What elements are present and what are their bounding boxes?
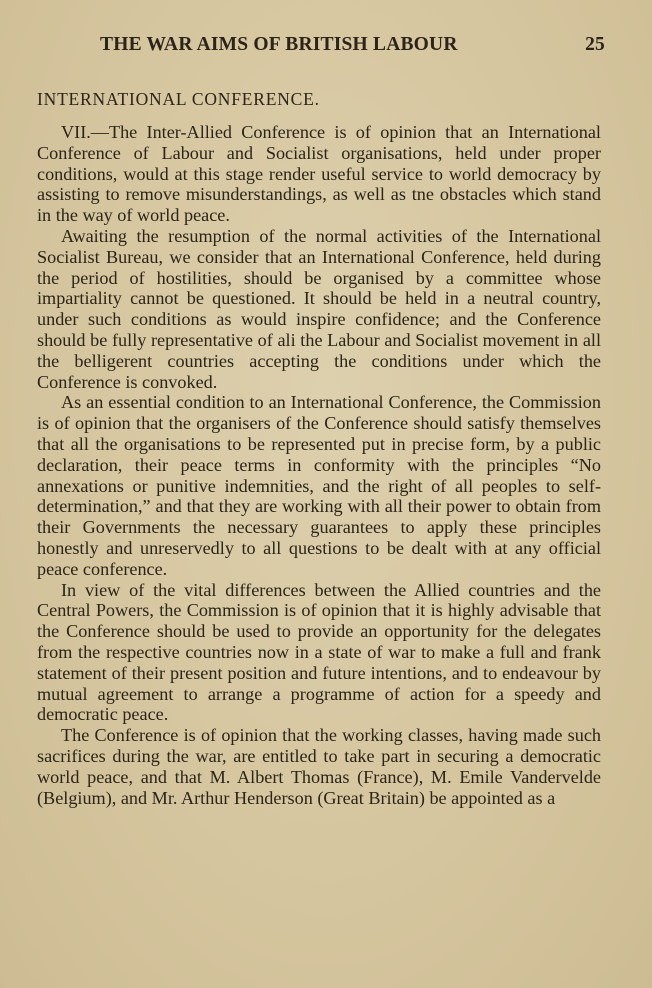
paragraph-awaiting-resumption: Awaiting the resumption of the normal activities of the International Socialist Bureau, we consider that an International Conference, held during the period of hostilities, should be organised by a committee whose impartiality cannot be questioned. It should be held in a neutral country, under such conditions as would inspire confidence; and the Conference should be fully representative of ali the Labour and Socialist movement in all the belligerent countries accepting the conditions under which the Conference is convoked. [37, 225, 601, 392]
body-text [37, 122, 601, 808]
section-heading: INTERNATIONAL CONFERENCE. [37, 89, 320, 109]
paragraph-vital-differences: In view of the vital differences between the Allied countries and the Central Powers, the Commission is of opinion that it is highly advisable that the Conference should be used to provide an opportunity for the delegates from the respective countries now in a state of war to make a full and frank statement of their present position and future intentions, and to endeavour by mutual agreement to arrange a programme of action for a speedy and democratic peace. [37, 579, 601, 725]
running-title: THE WAR AIMS OF BRITISH LABOUR [100, 34, 458, 55]
page-number: 25 [585, 34, 605, 55]
paragraph-working-classes: The Conference is of opinion that the working classes, having made such sacrifices during the war, are entitled to take part in securing a democratic world peace, and that M. Albert Thomas (France), M. Emile Vandervelde (Belgium), and Mr. Arthur Henderson (Great Britain) be appointed as a [37, 725, 601, 808]
running-head [100, 34, 605, 60]
paragraph-essential-condition: As an essential condition to an International Conference, the Commission is of opinion that the organisers of the Conference should satisfy themselves that all the organisations to be represented put in precise form, by a public declaration, their peace terms in conformity with the principles “No annexations or punitive indemnities, and the right of all peoples to self-determination,” and that they are working with all their power to obtain from their Governments the necessary guarantees to apply these principles honestly and unreservedly to all questions to be dealt with at any official peace conference. [37, 392, 601, 579]
paragraph-vii: VII.—The Inter-Allied Conference is of opinion that an International Conference of Labour and Socialist organisations, held under proper conditions, would at this stage render useful service to world democracy by assisting to remove misunderstandings, as well as tne obstacles which stand in the way of world peace. [37, 122, 601, 226]
